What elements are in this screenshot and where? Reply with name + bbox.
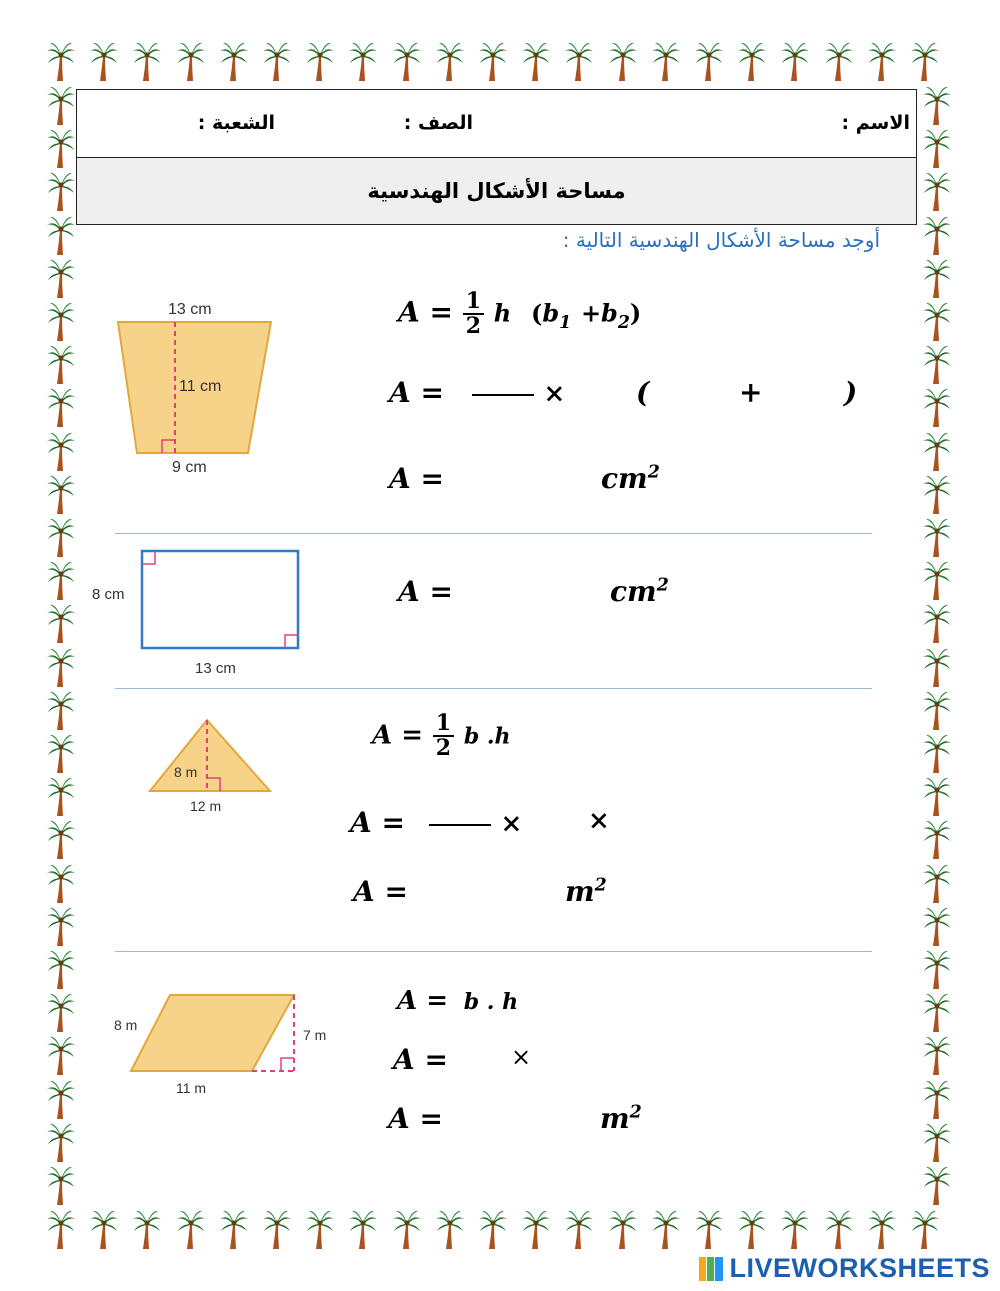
palm-tree-icon: [910, 1208, 940, 1250]
palm-tree-icon: [46, 40, 76, 82]
parallelogram-figure: [112, 985, 337, 1100]
trapezoid-step: A = × ( + ): [389, 376, 858, 409]
palm-tree-icon: [651, 1208, 681, 1250]
palm-tree-icon: [219, 40, 249, 82]
palm-tree-icon: [176, 1208, 206, 1250]
palm-tree-icon: [46, 905, 76, 947]
parallelogram-result: A = $m^2$: [388, 1102, 642, 1135]
palm-tree-icon: [46, 775, 76, 817]
palm-tree-icon: [922, 905, 952, 947]
palm-tree-icon: [922, 300, 952, 342]
palm-tree-icon: [46, 646, 76, 688]
palm-tree-icon: [46, 732, 76, 774]
palm-tree-icon: [922, 775, 952, 817]
palm-tree-icon: [922, 559, 952, 601]
palm-tree-icon: [46, 214, 76, 256]
palm-tree-icon: [521, 1208, 551, 1250]
section-field-label[interactable]: الشعبة :: [197, 112, 275, 134]
palm-tree-icon: [867, 1208, 897, 1250]
palm-tree-icon: [46, 1164, 76, 1206]
triangle-height-label: 8 m: [174, 764, 198, 780]
palm-tree-icon: [46, 300, 76, 342]
palm-tree-icon: [46, 1208, 76, 1250]
palm-tree-icon: [392, 40, 422, 82]
palm-tree-icon: [922, 343, 952, 385]
palm-tree-icon: [46, 343, 76, 385]
palm-tree-icon: [922, 214, 952, 256]
palm-tree-icon: [46, 818, 76, 860]
divider: [115, 688, 872, 689]
palm-tree-icon: [780, 1208, 810, 1250]
palm-tree-icon: [922, 1034, 952, 1076]
trapezoid-top-label: 13 cm: [168, 301, 212, 318]
palm-tree-icon: [922, 602, 952, 644]
rectangle-result: A = $cm^2$: [398, 575, 669, 608]
name-field-label[interactable]: الاسم :: [841, 112, 910, 134]
palm-tree-icon: [651, 40, 681, 82]
palm-tree-icon: [737, 1208, 767, 1250]
parallelogram-shape: [131, 995, 294, 1071]
palm-tree-icon: [46, 559, 76, 601]
palm-tree-icon: [435, 1208, 465, 1250]
palm-tree-icon: [262, 40, 292, 82]
palm-tree-icon: [922, 386, 952, 428]
palm-tree-icon: [521, 40, 551, 82]
palm-tree-icon: [46, 127, 76, 169]
trapezoid-result: A = $cm^2$: [389, 462, 660, 495]
rectangle-side-label: 8 cm: [92, 586, 125, 603]
palm-tree-icon: [694, 40, 724, 82]
triangle-formula: A = $\frac{1}{2}$ b .h: [372, 710, 511, 762]
palm-tree-icon: [46, 602, 76, 644]
palm-tree-icon: [922, 170, 952, 212]
divider: [115, 533, 872, 534]
palm-tree-icon: [922, 732, 952, 774]
palm-tree-icon: [922, 862, 952, 904]
palm-tree-icon: [922, 948, 952, 990]
palm-tree-icon: [922, 818, 952, 860]
palm-tree-icon: [46, 84, 76, 126]
palm-tree-icon: [922, 516, 952, 558]
logo-text: LIVEWORKSHEETS: [729, 1253, 990, 1283]
trapezoid-height-label: 11 cm: [179, 378, 222, 395]
palm-tree-icon: [922, 473, 952, 515]
palm-tree-icon: [824, 40, 854, 82]
palm-tree-icon: [694, 1208, 724, 1250]
palm-tree-icon: [305, 1208, 335, 1250]
palm-tree-icon: [780, 40, 810, 82]
palm-tree-icon: [132, 40, 162, 82]
palm-tree-icon: [564, 1208, 594, 1250]
answer-blank[interactable]: [429, 824, 491, 826]
answer-blank[interactable]: [472, 394, 534, 396]
worksheet-title: مساحة الأشكال الهندسية: [76, 157, 917, 225]
palm-tree-icon: [46, 1121, 76, 1163]
palm-tree-icon: [392, 1208, 422, 1250]
trapezoid-formula: A = $\frac{1}{2}$ h $(b_1 +b_2)$: [398, 288, 642, 340]
palm-tree-icon: [46, 1078, 76, 1120]
palm-tree-icon: [46, 386, 76, 428]
palm-tree-icon: [737, 40, 767, 82]
trapezoid-figure: [100, 292, 290, 477]
palm-tree-icon: [478, 40, 508, 82]
palm-tree-icon: [608, 1208, 638, 1250]
instruction-text: أوجد مساحة الأشكال الهندسية التالية :: [562, 228, 880, 252]
palm-tree-icon: [922, 1121, 952, 1163]
trapezoid-bottom-label: 9 cm: [172, 459, 207, 476]
palm-tree-icon: [46, 473, 76, 515]
triangle-base-label: 12 m: [190, 798, 222, 814]
parallelogram-base-label: 11 m: [176, 1080, 207, 1096]
palm-tree-icon: [89, 40, 119, 82]
palm-tree-icon: [348, 40, 378, 82]
palm-tree-icon: [46, 689, 76, 731]
palm-tree-icon: [922, 991, 952, 1033]
parallelogram-step: A = ×: [393, 1043, 532, 1076]
palm-tree-icon: [305, 40, 335, 82]
triangle-step: A = × ×: [350, 806, 610, 839]
palm-tree-icon: [46, 257, 76, 299]
palm-tree-icon: [262, 1208, 292, 1250]
class-field-label[interactable]: الصف :: [403, 112, 473, 134]
palm-tree-icon: [922, 1078, 952, 1120]
palm-tree-icon: [922, 1164, 952, 1206]
palm-tree-icon: [46, 430, 76, 472]
parallelogram-formula: A = b . h: [397, 986, 519, 1016]
parallelogram-side-label: 8 m: [114, 1017, 138, 1033]
palm-tree-icon: [922, 84, 952, 126]
palm-tree-icon: [348, 1208, 378, 1250]
palm-tree-icon: [46, 948, 76, 990]
palm-tree-icon: [46, 170, 76, 212]
half-fraction: $\frac{1}{2}$: [463, 290, 484, 338]
rectangle-figure: [88, 545, 308, 680]
palm-tree-icon: [46, 991, 76, 1033]
palm-tree-icon: [922, 257, 952, 299]
palm-tree-icon: [435, 40, 465, 82]
palm-tree-icon: [922, 430, 952, 472]
palm-tree-icon: [46, 1034, 76, 1076]
palm-tree-icon: [608, 40, 638, 82]
palm-tree-icon: [922, 646, 952, 688]
palm-tree-icon: [867, 40, 897, 82]
rectangle-shape: [142, 551, 298, 648]
triangle-figure: [140, 712, 280, 822]
divider: [115, 951, 872, 952]
palm-tree-icon: [910, 40, 940, 82]
logo-badge-icon: [699, 1257, 723, 1281]
palm-tree-icon: [89, 1208, 119, 1250]
triangle-shape: [150, 720, 270, 791]
palm-tree-icon: [478, 1208, 508, 1250]
palm-tree-icon: [564, 40, 594, 82]
rectangle-bottom-label: 13 cm: [195, 660, 236, 677]
palm-tree-icon: [46, 862, 76, 904]
half-fraction: $\frac{1}{2}$: [433, 712, 454, 760]
parallelogram-height-label: 7 m: [303, 1027, 327, 1043]
palm-tree-icon: [922, 689, 952, 731]
palm-tree-icon: [46, 516, 76, 558]
palm-tree-icon: [824, 1208, 854, 1250]
palm-tree-icon: [176, 40, 206, 82]
palm-tree-icon: [922, 127, 952, 169]
palm-tree-icon: [132, 1208, 162, 1250]
palm-tree-icon: [219, 1208, 249, 1250]
liveworksheets-logo[interactable]: [699, 1253, 990, 1284]
triangle-result: A = $m^2$: [353, 875, 607, 908]
